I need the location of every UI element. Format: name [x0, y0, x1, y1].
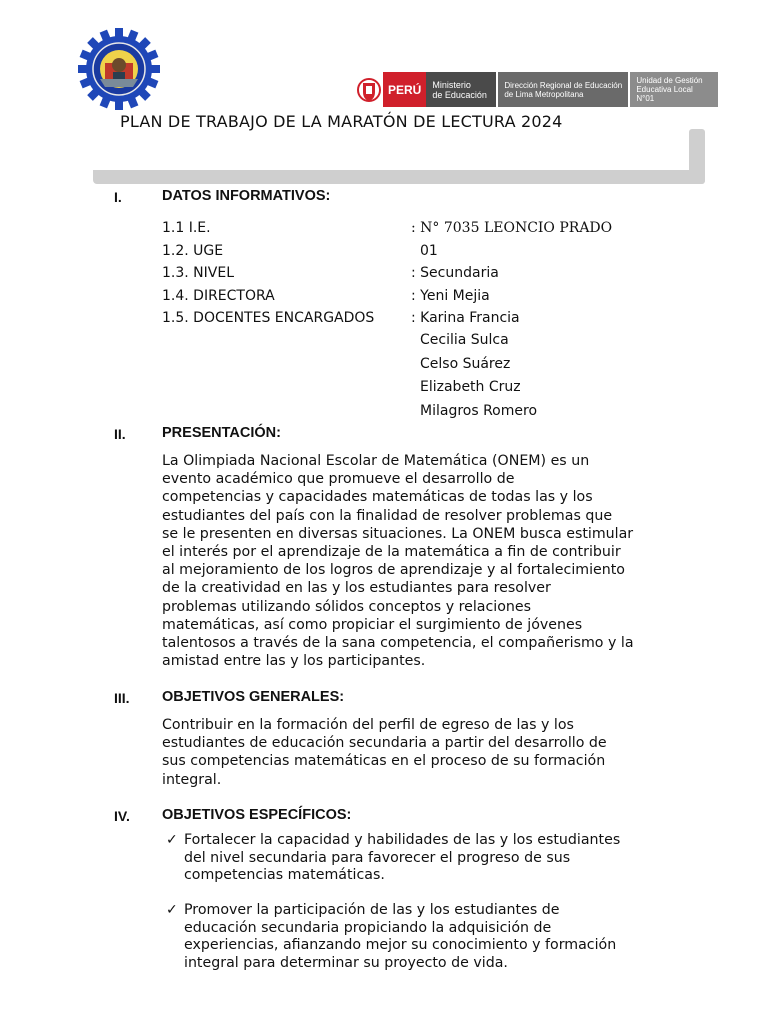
section-title-presentacion: PRESENTACIÓN: [162, 425, 281, 441]
section-title-objetivos-especificos: OBJETIVOS ESPECÍFICOS: [162, 807, 352, 823]
datos-label: 1.3. NIVEL [162, 265, 234, 281]
datos-label: 1.2. UGE [162, 243, 224, 259]
checkmark-icon: ✓ [166, 902, 178, 918]
ministry-banner [355, 72, 718, 107]
checkmark-icon: ✓ [166, 832, 178, 848]
docente-name: Elizabeth Cruz [420, 379, 521, 395]
datos-label: 1.4. DIRECTORA [162, 288, 275, 304]
docente-name: Cecilia Sulca [420, 332, 509, 348]
section-title-objetivos-generales: OBJETIVOS GENERALES: [162, 689, 345, 705]
title-underline-bar [93, 170, 705, 184]
datos-value: : Karina Francia [411, 310, 520, 326]
section-number: III. [114, 690, 130, 706]
objetivo-especifico-item: Fortalecer la capacidad y habilidades de las y los estudiantes del nivel secundaria para favorecer el progreso de sus competencias matemáticas. [184, 832, 621, 883]
ministry-label: Ministerio de Educación [426, 72, 496, 107]
school-logo [78, 28, 160, 110]
datos-value: : N° 7035 LEONCIO PRADO [411, 220, 613, 236]
regional-directorate-label: Dirección Regional de Educación de Lima Metropolitana [498, 72, 628, 107]
section-number: IV. [114, 808, 130, 824]
peru-label: PERÚ [383, 72, 426, 107]
section-number: I. [114, 189, 122, 205]
peru-shield-icon [355, 72, 383, 107]
datos-label: 1.5. DOCENTES ENCARGADOS [162, 310, 375, 326]
presentacion-paragraph: La Olimpiada Nacional Escolar de Matemática (ONEM) es un evento académico que promueve el desarrollo de competencias y capacidades matemáticas de todas las y los estudiantes del país con la finalidad de resolver problemas que se le presenten en diversas situaciones. La ONEM busca estimular el interés por el aprendizaje de la matemática a fin de contribuir al mejoramiento de los logros de aprendizaje y al fortalecimiento de la creatividad en las y los estudiantes para resolver problemas utilizando sólidos conceptos y relaciones matemáticas, así como propiciar el surgimiento de jóvenes talentosos a través de la sana competencia, el compañerismo y la amistad entre las y los participantes. [162, 453, 634, 670]
section-number: II. [114, 426, 126, 442]
ugel-label: Unidad de Gestión Educativa Local N°01 [630, 72, 718, 107]
document-title: PLAN DE TRABAJO DE LA MARATÓN DE LECTURA 2024 [120, 112, 563, 131]
section-title-datos: DATOS INFORMATIVOS: [162, 188, 331, 204]
objetivo-general-paragraph: Contribuir en la formación del perfil de egreso de las y los estudiantes de educación secundaria a partir del desarrollo de sus competencias matemáticas en el proceso de su formación integral. [162, 717, 607, 788]
docente-name: Milagros Romero [420, 403, 538, 419]
datos-value: : Yeni Mejia [411, 288, 490, 304]
objetivo-especifico-item: Promover la participación de las y los estudiantes de educación secundaria propiciando la adquisición de experiencias, afianzando mejor su conocimiento y formación integral para determinar su proyecto de vida. [184, 902, 617, 971]
datos-value: 01 [420, 243, 438, 259]
docente-name: Celso Suárez [420, 356, 511, 372]
datos-value: : Secundaria [411, 265, 499, 281]
datos-label: 1.1 I.E. [162, 220, 211, 236]
school-gear-emblem-icon [78, 28, 160, 110]
